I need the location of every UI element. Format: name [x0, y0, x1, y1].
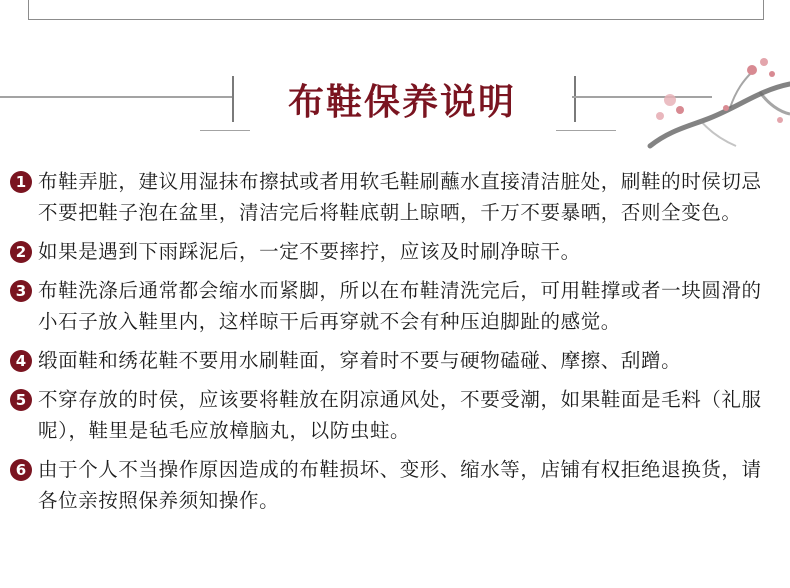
list-item-text: 不穿存放的时侯，应该要将鞋放在阴凉通风处，不要受潮，如果鞋面是毛料（礼服呢），鞋里是毡毛应放樟脑丸，以防虫蛀。	[38, 388, 762, 442]
list-item	[10, 345, 780, 376]
number-badge: 1	[10, 171, 32, 193]
number-badge: 2	[10, 241, 32, 263]
list-item	[10, 236, 780, 267]
title-divider-left-accent	[200, 130, 250, 131]
list-item	[10, 275, 780, 337]
title-divider-left	[0, 96, 232, 98]
care-instructions-list	[10, 166, 780, 524]
number-badge: 6	[10, 459, 32, 481]
list-item-text: 由于个人不当操作原因造成的布鞋损坏、变形、缩水等，店铺有权拒绝退换货，请各位亲按照保养须知操作。	[38, 458, 762, 512]
list-item	[10, 454, 780, 516]
top-frame-decoration	[28, 0, 764, 20]
list-item	[10, 384, 780, 446]
list-item-text: 布鞋弄脏，建议用湿抹布擦拭或者用软毛鞋刷蘸水直接清洁脏处，刷鞋的时侯切忌不要把鞋子泡在盆里，清洁完后将鞋底朝上晾晒，千万不要暴晒，否则全变色。	[38, 170, 762, 224]
list-item-text: 如果是遇到下雨踩泥后，一定不要摔拧，应该及时刷净晾干。	[38, 240, 581, 263]
list-item-text: 缎面鞋和绣花鞋不要用水刷鞋面，穿着时不要与硬物磕碰、摩擦、刮蹭。	[38, 349, 682, 372]
title-divider-right-accent	[556, 130, 616, 131]
number-badge: 3	[10, 280, 32, 302]
number-badge: 4	[10, 350, 32, 372]
plum-blossom-branch-icon	[640, 50, 790, 160]
list-item-text: 布鞋洗涤后通常都会缩水而紧脚，所以在布鞋清洗完后，可用鞋撑或者一块圆滑的小石子放入鞋里内，这样晾干后再穿就不会有种压迫脚趾的感觉。	[38, 279, 762, 333]
list-item	[10, 166, 780, 228]
number-badge: 5	[10, 389, 32, 411]
page-title: 布鞋保养说明	[287, 80, 516, 123]
